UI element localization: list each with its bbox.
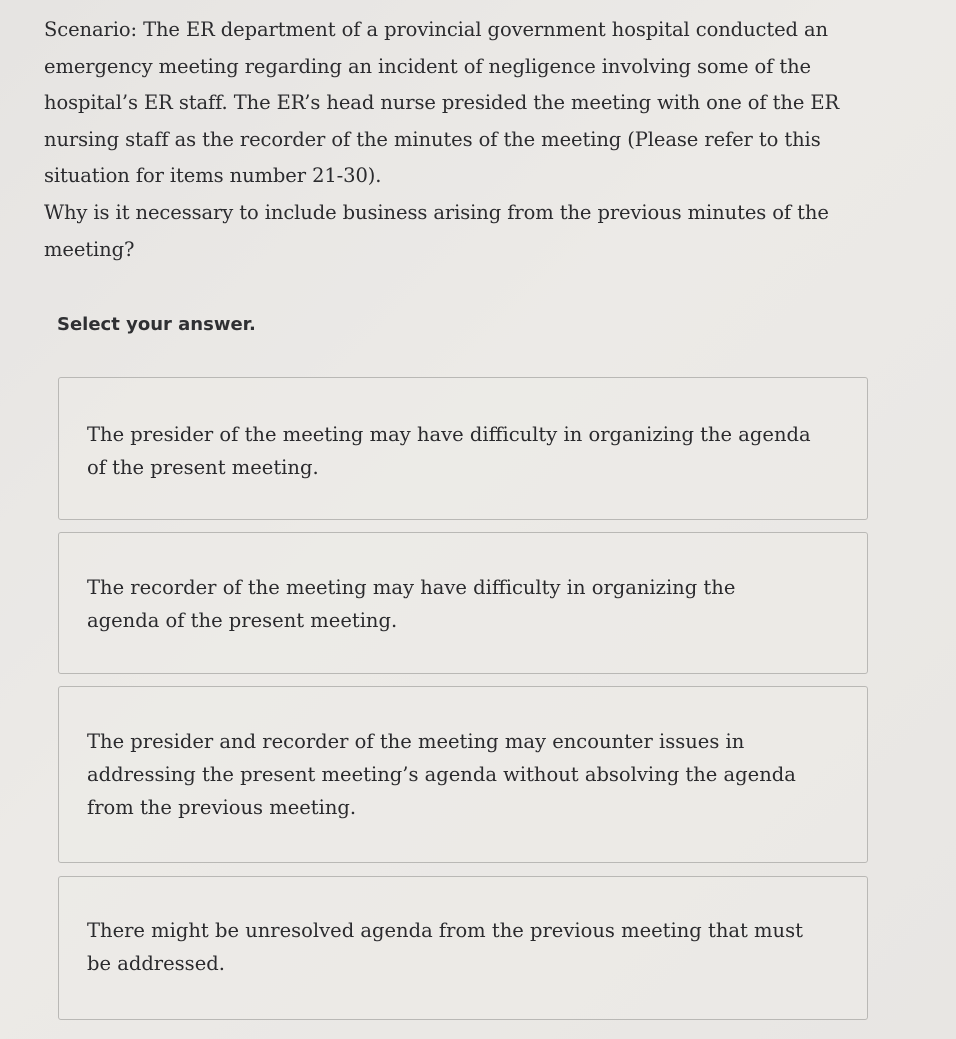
option-line: from the previous meeting. <box>87 796 357 819</box>
scenario-line: Scenario: The ER department of a provincial government hospital conducted an <box>44 18 828 41</box>
question-line: meeting? <box>44 237 135 261</box>
answer-option-2[interactable] <box>58 532 868 674</box>
scenario-line: situation for items number 21-30). <box>44 164 382 188</box>
option-line: agenda of the present meeting. <box>87 609 398 632</box>
question-line: Why is it necessary to include business arising from the previous minutes of the <box>44 200 829 224</box>
scenario-line: hospital’s ER staff. The ER’s head nurse presided the meeting with one of the ER <box>44 91 840 115</box>
select-answer-prompt: Select your answer. <box>57 314 256 335</box>
scenario-line: emergency meeting regarding an incident of negligence involving some of the <box>44 54 811 78</box>
option-line: addressing the present meeting’s agenda without absolving the agenda <box>87 763 796 786</box>
answer-option-text <box>87 418 839 484</box>
option-line: The recorder of the meeting may have difficulty in organizing the <box>87 576 736 599</box>
answer-option-text <box>87 914 839 980</box>
answer-option-text <box>87 571 839 637</box>
option-line: There might be unresolved agenda from the previous meeting that must <box>87 919 803 942</box>
option-line: The presider and recorder of the meeting may encounter issues in <box>87 730 745 753</box>
question-text <box>44 12 844 268</box>
option-line: of the present meeting. <box>87 456 319 479</box>
option-line: be addressed. <box>87 952 225 975</box>
scenario-line: nursing staff as the recorder of the minutes of the meeting (Please refer to this <box>44 127 821 151</box>
answer-option-text <box>87 725 839 824</box>
option-line: The presider of the meeting may have difficulty in organizing the agenda <box>87 423 811 446</box>
answer-option-3[interactable] <box>58 686 868 863</box>
answer-option-1[interactable] <box>58 377 868 520</box>
answer-option-4[interactable] <box>58 876 868 1020</box>
